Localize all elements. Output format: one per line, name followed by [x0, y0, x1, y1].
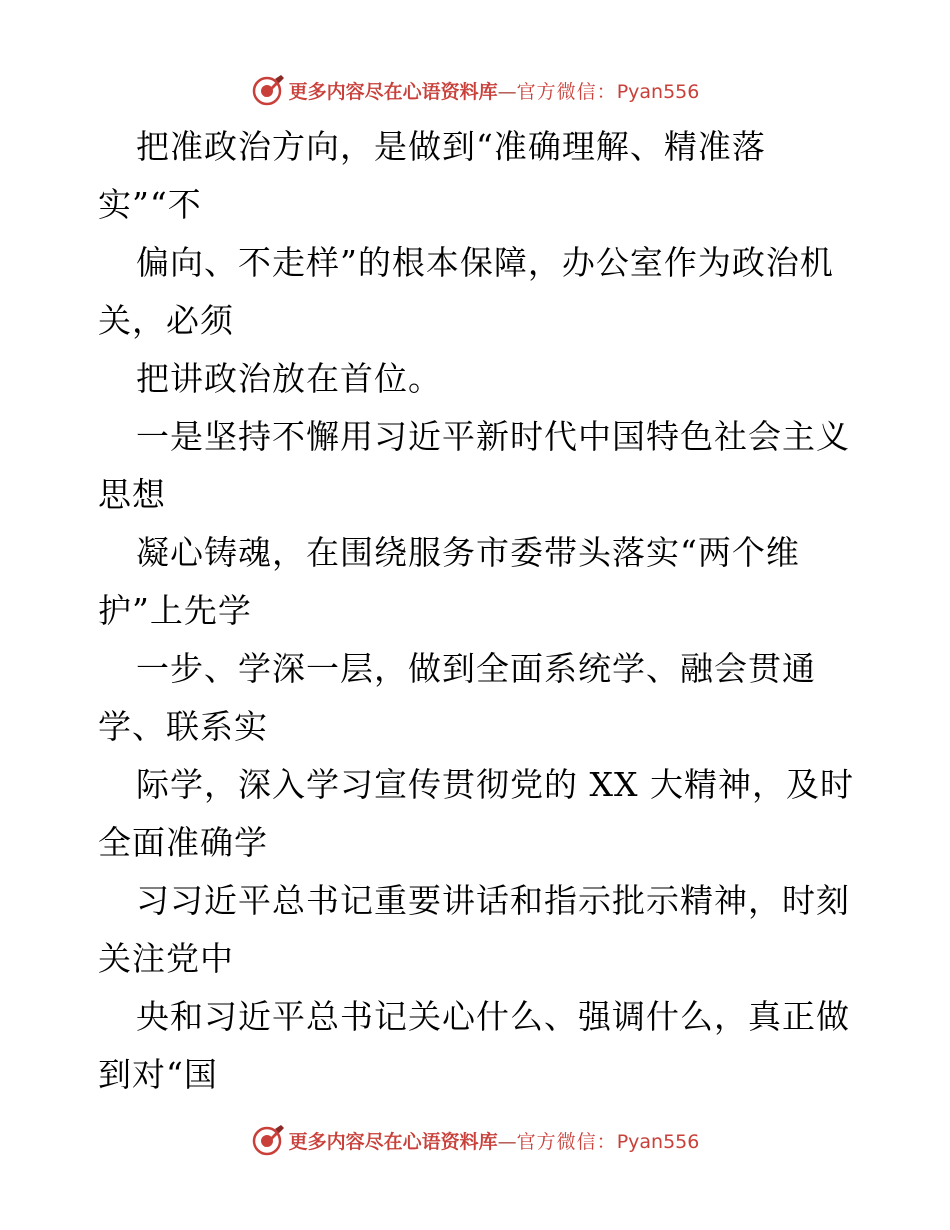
paragraph-line: 全面准确学 [98, 823, 268, 862]
header-dash: — [497, 80, 517, 103]
header-brand-text: 更多内容尽在心语资料库 [288, 80, 498, 103]
paragraph-line: 把讲政治放在首位。 [136, 359, 442, 398]
paragraph-line: 习习近平总书记重要讲话和指示批示精神，时刻 [136, 881, 850, 920]
footer-banner-text [289, 1127, 700, 1154]
quill-pen-circle-icon [251, 73, 285, 107]
paragraph-line: 把准政治方向，是做到“准确理解、精准落 [136, 127, 766, 166]
paragraph-line: 思想 [98, 475, 166, 514]
header-wechat-label: 官方微信： [516, 80, 617, 103]
footer-brand-text: 更多内容尽在心语资料库 [288, 1130, 498, 1153]
page-footer-banner [0, 1120, 950, 1160]
footer-wechat-handle: Pyan556 [616, 1130, 700, 1153]
footer-dash: — [497, 1130, 517, 1153]
paragraph-line: 到对“国 [98, 1055, 218, 1094]
paragraph-line: 关，必须 [98, 301, 234, 340]
quill-pen-circle-icon [251, 1123, 285, 1157]
footer-wechat-label: 官方微信： [516, 1130, 617, 1153]
document-body [98, 118, 878, 1104]
paragraph-line: 一步、学深一层，做到全面系统学、融会贯通 [136, 649, 816, 688]
paragraph-line: 偏向、不走样”的根本保障，办公室作为政治机 [136, 243, 834, 282]
header-banner-text [289, 77, 700, 104]
paragraph-line: 学、联系实 [98, 707, 268, 746]
paragraph-line: 央和习近平总书记关心什么、强调什么，真正做 [136, 997, 850, 1036]
paragraph-line: 际学，深入学习宣传贯彻党的 XX 大精神，及时 [136, 765, 854, 804]
paragraph-line: 护”上先学 [98, 591, 252, 630]
paragraph-line: 关注党中 [98, 939, 234, 978]
page-header-banner [0, 70, 950, 110]
paragraph-line: 实”“不 [98, 185, 202, 224]
paragraph-line: 凝心铸魂，在围绕服务市委带头落实“两个维 [136, 533, 800, 572]
paragraph-line: 一是坚持不懈用习近平新时代中国特色社会主义 [136, 417, 850, 456]
header-wechat-handle: Pyan556 [616, 80, 700, 103]
